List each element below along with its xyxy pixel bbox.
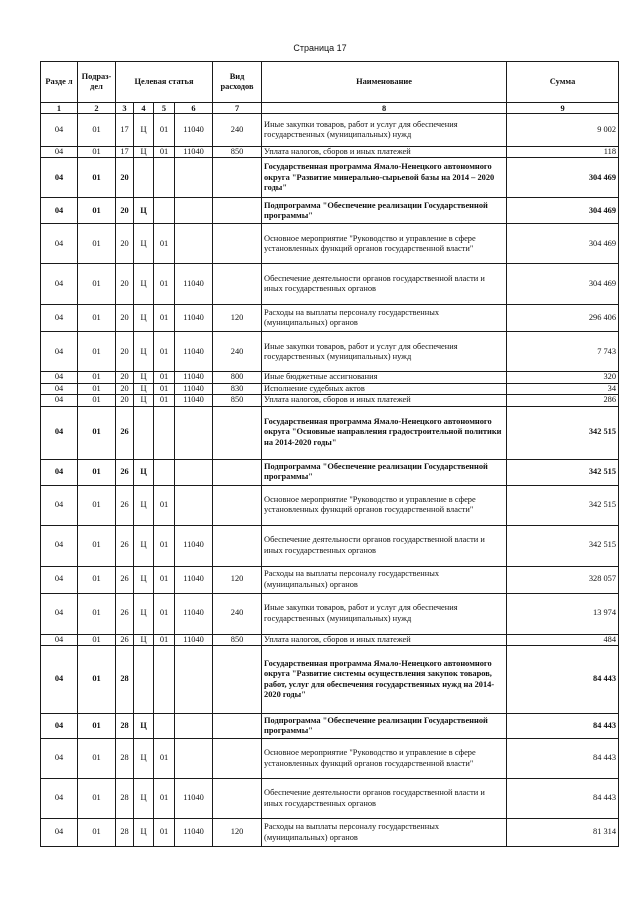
cell-expense-type: 830 [213,383,262,394]
cell-program-code: 28 [116,739,134,779]
table-row [41,593,619,634]
cell-direction-code: 11040 [175,779,213,819]
table-row [41,305,619,332]
table-row [41,819,619,847]
cell-activity-code: 01 [154,264,175,305]
cell-podrazdel: 01 [78,383,116,394]
cell-podrazdel: 01 [78,593,116,634]
cell-sum: 342 515 [507,459,619,485]
cell-direction-code: 11040 [175,525,213,566]
cell-expense-type [213,224,262,264]
cell-expense-type: 240 [213,114,262,147]
cell-activity-code: 01 [154,779,175,819]
cell-sum: 304 469 [507,158,619,198]
header-podrazdel: Подраз- дел [78,62,116,103]
cell-activity-code [154,158,175,198]
cell-direction-code [175,714,213,739]
cell-activity-code: 01 [154,485,175,525]
cell-razdel: 04 [41,714,78,739]
cell-sum: 118 [507,147,619,158]
cell-sum: 304 469 [507,224,619,264]
cell-activity-code [154,714,175,739]
cell-podrazdel: 01 [78,224,116,264]
cell-program-code: 26 [116,406,134,459]
cell-activity-code: 01 [154,819,175,847]
cell-sum: 342 515 [507,525,619,566]
cell-subprogram-code: Ц [134,779,154,819]
cell-podrazdel: 01 [78,147,116,158]
cell-expense-type [213,739,262,779]
cell-razdel: 04 [41,224,78,264]
cell-podrazdel: 01 [78,714,116,739]
cell-name: Расходы на выплаты персоналу государственных (муниципальных) органов [262,566,507,593]
cell-direction-code: 11040 [175,819,213,847]
cell-sum: 7 743 [507,332,619,372]
cell-expense-type: 850 [213,395,262,406]
cell-direction-code: 11040 [175,264,213,305]
cell-expense-type: 120 [213,566,262,593]
table-row [41,114,619,147]
column-number: 6 [175,103,213,114]
cell-name: Исполнение судебных актов [262,383,507,394]
cell-sum: 320 [507,372,619,383]
cell-activity-code: 01 [154,593,175,634]
cell-program-code: 26 [116,566,134,593]
cell-direction-code: 11040 [175,332,213,372]
cell-program-code: 26 [116,525,134,566]
column-number: 9 [507,103,619,114]
cell-direction-code [175,406,213,459]
cell-subprogram-code: Ц [134,459,154,485]
cell-razdel: 04 [41,593,78,634]
cell-name: Государственная программа Ямало-Ненецкого автономного округа "Основные направления градостроительной политики на 2014-2020 годы" [262,406,507,459]
budget-table [40,61,619,847]
cell-podrazdel: 01 [78,264,116,305]
column-number: 7 [213,103,262,114]
cell-activity-code [154,198,175,224]
cell-name: Уплата налогов, сборов и иных платежей [262,395,507,406]
cell-program-code: 28 [116,779,134,819]
cell-program-code: 26 [116,485,134,525]
cell-direction-code [175,739,213,779]
table-row [41,714,619,739]
cell-direction-code [175,198,213,224]
cell-podrazdel: 01 [78,114,116,147]
cell-sum: 13 974 [507,593,619,634]
cell-expense-type [213,485,262,525]
cell-program-code: 20 [116,198,134,224]
cell-subprogram-code: Ц [134,566,154,593]
table-row [41,779,619,819]
cell-direction-code [175,459,213,485]
cell-podrazdel: 01 [78,566,116,593]
cell-sum: 84 443 [507,779,619,819]
cell-sum: 84 443 [507,646,619,714]
cell-sum: 304 469 [507,198,619,224]
cell-subprogram-code: Ц [134,593,154,634]
cell-activity-code: 01 [154,224,175,264]
cell-direction-code: 11040 [175,305,213,332]
cell-program-code: 20 [116,158,134,198]
cell-activity-code: 01 [154,147,175,158]
cell-subprogram-code: Ц [134,224,154,264]
cell-expense-type [213,459,262,485]
cell-razdel: 04 [41,485,78,525]
cell-subprogram-code: Ц [134,147,154,158]
cell-name: Обеспечение деятельности органов государственной власти и иных государственных органов [262,264,507,305]
cell-expense-type [213,158,262,198]
cell-razdel: 04 [41,406,78,459]
cell-razdel: 04 [41,114,78,147]
cell-expense-type [213,779,262,819]
cell-subprogram-code: Ц [134,305,154,332]
cell-program-code: 20 [116,224,134,264]
cell-activity-code: 01 [154,525,175,566]
cell-podrazdel: 01 [78,525,116,566]
cell-expense-type: 240 [213,593,262,634]
header-target-article: Целевая статья [116,62,213,103]
cell-name: Иные закупки товаров, работ и услуг для обеспечения государственных (муниципальных) нужд [262,332,507,372]
cell-sum: 286 [507,395,619,406]
cell-program-code: 28 [116,819,134,847]
cell-name: Иные бюджетные ассигнования [262,372,507,383]
table-row [41,459,619,485]
cell-program-code: 20 [116,264,134,305]
cell-podrazdel: 01 [78,372,116,383]
cell-program-code: 20 [116,305,134,332]
cell-expense-type [213,714,262,739]
cell-activity-code: 01 [154,383,175,394]
cell-program-code: 26 [116,459,134,485]
cell-direction-code: 11040 [175,147,213,158]
cell-name: Иные закупки товаров, работ и услуг для обеспечения государственных (муниципальных) нужд [262,593,507,634]
table-row [41,646,619,714]
cell-razdel: 04 [41,305,78,332]
cell-activity-code: 01 [154,739,175,779]
cell-razdel: 04 [41,383,78,394]
cell-name: Подпрограмма "Обеспечение реализации Государственной программы" [262,714,507,739]
cell-subprogram-code: Ц [134,714,154,739]
cell-expense-type: 120 [213,305,262,332]
cell-podrazdel: 01 [78,406,116,459]
table-row [41,566,619,593]
cell-sum: 34 [507,383,619,394]
cell-expense-type: 800 [213,372,262,383]
cell-subprogram-code [134,406,154,459]
table-row [41,739,619,779]
cell-sum: 342 515 [507,485,619,525]
cell-podrazdel: 01 [78,634,116,645]
cell-sum: 342 515 [507,406,619,459]
cell-subprogram-code: Ц [134,372,154,383]
cell-name: Расходы на выплаты персоналу государственных (муниципальных) органов [262,819,507,847]
cell-subprogram-code: Ц [134,332,154,372]
cell-direction-code [175,224,213,264]
cell-direction-code: 11040 [175,383,213,394]
header-razdel: Разде л [41,62,78,103]
cell-podrazdel: 01 [78,459,116,485]
page-label: Страница 17 [293,43,347,53]
cell-name: Уплата налогов, сборов и иных платежей [262,634,507,645]
cell-direction-code: 11040 [175,566,213,593]
cell-razdel: 04 [41,147,78,158]
cell-program-code: 28 [116,714,134,739]
cell-expense-type [213,646,262,714]
cell-sum: 328 057 [507,566,619,593]
cell-name: Подпрограмма "Обеспечение реализации Государственной программы" [262,198,507,224]
cell-razdel: 04 [41,819,78,847]
cell-razdel: 04 [41,332,78,372]
table-row [41,224,619,264]
cell-razdel: 04 [41,372,78,383]
cell-activity-code [154,406,175,459]
cell-razdel: 04 [41,198,78,224]
cell-podrazdel: 01 [78,158,116,198]
cell-sum: 81 314 [507,819,619,847]
table-row [41,332,619,372]
cell-podrazdel: 01 [78,332,116,372]
cell-direction-code: 11040 [175,114,213,147]
cell-subprogram-code: Ц [134,485,154,525]
cell-program-code: 26 [116,593,134,634]
cell-expense-type: 120 [213,819,262,847]
cell-name: Подпрограмма "Обеспечение реализации Государственной программы" [262,459,507,485]
cell-razdel: 04 [41,264,78,305]
cell-podrazdel: 01 [78,198,116,224]
cell-activity-code: 01 [154,305,175,332]
cell-activity-code: 01 [154,634,175,645]
table-row [41,634,619,645]
cell-subprogram-code: Ц [134,383,154,394]
cell-name: Расходы на выплаты персоналу государственных (муниципальных) органов [262,305,507,332]
column-number: 8 [262,103,507,114]
cell-subprogram-code: Ц [134,525,154,566]
table-row [41,485,619,525]
cell-subprogram-code [134,158,154,198]
cell-sum: 84 443 [507,739,619,779]
cell-direction-code: 11040 [175,634,213,645]
header-name: Наименование [262,62,507,103]
cell-activity-code: 01 [154,395,175,406]
cell-program-code: 20 [116,383,134,394]
column-number: 2 [78,103,116,114]
cell-subprogram-code: Ц [134,264,154,305]
cell-direction-code: 11040 [175,593,213,634]
cell-expense-type: 850 [213,147,262,158]
cell-sum: 304 469 [507,264,619,305]
column-number: 5 [154,103,175,114]
cell-razdel: 04 [41,525,78,566]
cell-program-code: 20 [116,332,134,372]
cell-razdel: 04 [41,779,78,819]
column-number-row [41,103,619,114]
column-number: 1 [41,103,78,114]
table-row [41,525,619,566]
cell-expense-type [213,525,262,566]
header-sum: Сумма [507,62,619,103]
column-number: 4 [134,103,154,114]
cell-subprogram-code: Ц [134,395,154,406]
cell-podrazdel: 01 [78,646,116,714]
cell-activity-code [154,459,175,485]
cell-expense-type: 240 [213,332,262,372]
cell-program-code: 26 [116,634,134,645]
cell-razdel: 04 [41,459,78,485]
cell-program-code: 20 [116,372,134,383]
cell-direction-code: 11040 [175,372,213,383]
cell-expense-type [213,406,262,459]
cell-direction-code: 11040 [175,395,213,406]
cell-razdel: 04 [41,739,78,779]
cell-program-code: 20 [116,395,134,406]
cell-podrazdel: 01 [78,819,116,847]
cell-name: Уплата налогов, сборов и иных платежей [262,147,507,158]
cell-podrazdel: 01 [78,395,116,406]
cell-expense-type [213,198,262,224]
cell-activity-code: 01 [154,566,175,593]
table-row [41,383,619,394]
cell-podrazdel: 01 [78,305,116,332]
table-row [41,372,619,383]
cell-program-code: 17 [116,147,134,158]
table-row [41,158,619,198]
table-row [41,264,619,305]
column-number: 3 [116,103,134,114]
cell-name: Обеспечение деятельности органов государственной власти и иных государственных органов [262,779,507,819]
cell-activity-code: 01 [154,114,175,147]
cell-name: Основное мероприятие "Руководство и управление в сфере установленных функций органов государственной власти" [262,224,507,264]
cell-activity-code: 01 [154,332,175,372]
cell-program-code: 28 [116,646,134,714]
cell-subprogram-code: Ц [134,819,154,847]
cell-razdel: 04 [41,646,78,714]
cell-subprogram-code: Ц [134,114,154,147]
table-row [41,147,619,158]
cell-subprogram-code: Ц [134,739,154,779]
cell-name: Основное мероприятие "Руководство и управление в сфере установленных функций органов государственной власти" [262,485,507,525]
cell-expense-type: 850 [213,634,262,645]
table-row [41,406,619,459]
table-row [41,198,619,224]
cell-subprogram-code: Ц [134,198,154,224]
cell-podrazdel: 01 [78,739,116,779]
cell-podrazdel: 01 [78,485,116,525]
cell-sum: 484 [507,634,619,645]
cell-name: Иные закупки товаров, работ и услуг для обеспечения государственных (муниципальных) нужд [262,114,507,147]
cell-direction-code [175,158,213,198]
cell-expense-type [213,264,262,305]
cell-sum: 84 443 [507,714,619,739]
cell-razdel: 04 [41,395,78,406]
cell-podrazdel: 01 [78,779,116,819]
cell-razdel: 04 [41,158,78,198]
cell-activity-code: 01 [154,372,175,383]
cell-program-code: 17 [116,114,134,147]
cell-sum: 9 002 [507,114,619,147]
cell-name: Государственная программа Ямало-Ненецкого автономного округа "Развитие минерально-сырьевой базы на 2014 – 2020 годы" [262,158,507,198]
cell-direction-code [175,485,213,525]
cell-sum: 296 406 [507,305,619,332]
cell-razdel: 04 [41,566,78,593]
table-row [41,395,619,406]
cell-subprogram-code [134,646,154,714]
table-body [41,114,619,847]
cell-name: Государственная программа Ямало-Ненецкого автономного округа "Развитие системы осуществления закупок товаров, работ, услуг для обеспечения государственных нужд на 2014-2020 годы" [262,646,507,714]
cell-direction-code [175,646,213,714]
cell-subprogram-code: Ц [134,634,154,645]
cell-name: Основное мероприятие "Руководство и управление в сфере установленных функций органов государственной власти" [262,739,507,779]
header-expense-type: Вид расходов [213,62,262,103]
cell-activity-code [154,646,175,714]
cell-razdel: 04 [41,634,78,645]
table-header-row [41,62,619,103]
cell-name: Обеспечение деятельности органов государственной власти и иных государственных органов [262,525,507,566]
